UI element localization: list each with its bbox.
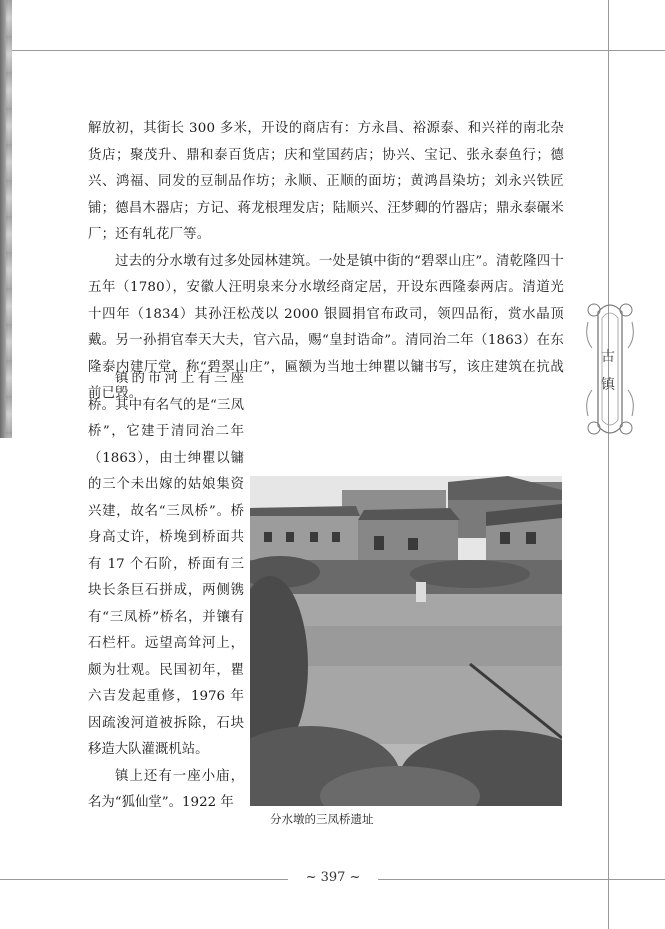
main-text-top xyxy=(88,116,564,408)
photo-caption: 分水墩的三凤桥遗址 xyxy=(270,812,374,826)
paragraph-4: 镇上还有一座小庙，名为“狐仙堂”。1922 年 xyxy=(88,768,244,810)
corner-photo-strip xyxy=(0,0,12,438)
page-number: ~ 397 ~ xyxy=(305,870,361,885)
footer-rule-right xyxy=(378,879,665,880)
margin-rule xyxy=(608,0,609,929)
main-text-column xyxy=(88,366,244,817)
paragraph-2: 过去的分水墩有过多处园林建筑。一处是镇中街的“碧翠山庄”。清乾隆四十五年（1780），安徽人汪明泉来分水墩经商定居，开设东西隆泰两店。清道光十四年（1834）其孙汪松茂以 2000 银圆捐官布政司，领四品衔，赏水晶顶戴。另一孙捐官奉天大夫，官六品，赐“皇封诰命”。清同治二年（1863）在东隆泰内建厅堂，称“碧翠山庄”，匾额为当地士绅瞿以镛书写，该庄建筑在抗战前已毁。 xyxy=(88,253,564,401)
footer-rule-left xyxy=(0,879,288,880)
section-tab-ornament xyxy=(584,298,636,440)
tab-char-gu: 古 xyxy=(601,349,615,365)
bridge-ruins-photo xyxy=(250,476,562,806)
header-rule xyxy=(12,50,665,51)
tab-char-zhen: 镇 xyxy=(601,377,615,393)
paragraph-1: 解放初，其街长 300 多米，开设的商店有：方永昌、裕源泰、和兴祥的南北杂货店；聚茂升、鼎和泰百货店；庆和堂国药店；协兴、宝记、张永泰鱼行；德兴、鸿福、同发的豆制品作坊；永顺、正顺的面坊；黄鸿昌染坊；刘永兴铁匠铺；德昌木器店；方记、蒋龙根理发店；陆顺兴、汪梦卿的竹器店；鼎永泰碾米厂；还有轧花厂等。 xyxy=(88,121,564,242)
paragraph-3: 镇的市河上有三座桥。其中有名气的是“三凤桥”，它建于清同治二年（1863），由士绅瞿以镛的三个未出嫁的姑娘集资兴建，故名“三凤桥”。桥身高丈许，桥堍到桥面共有 17 个石阶，桥面有三块长条巨石拼成，两侧镌有“三凤桥”桥名，并镶有石栏杆。远望高耸河上，颇为壮观。民国初年，瞿六吉发起重修，1976 年因疏浚河道被拆除，石块移造大队灌溉机站。 xyxy=(88,371,244,757)
